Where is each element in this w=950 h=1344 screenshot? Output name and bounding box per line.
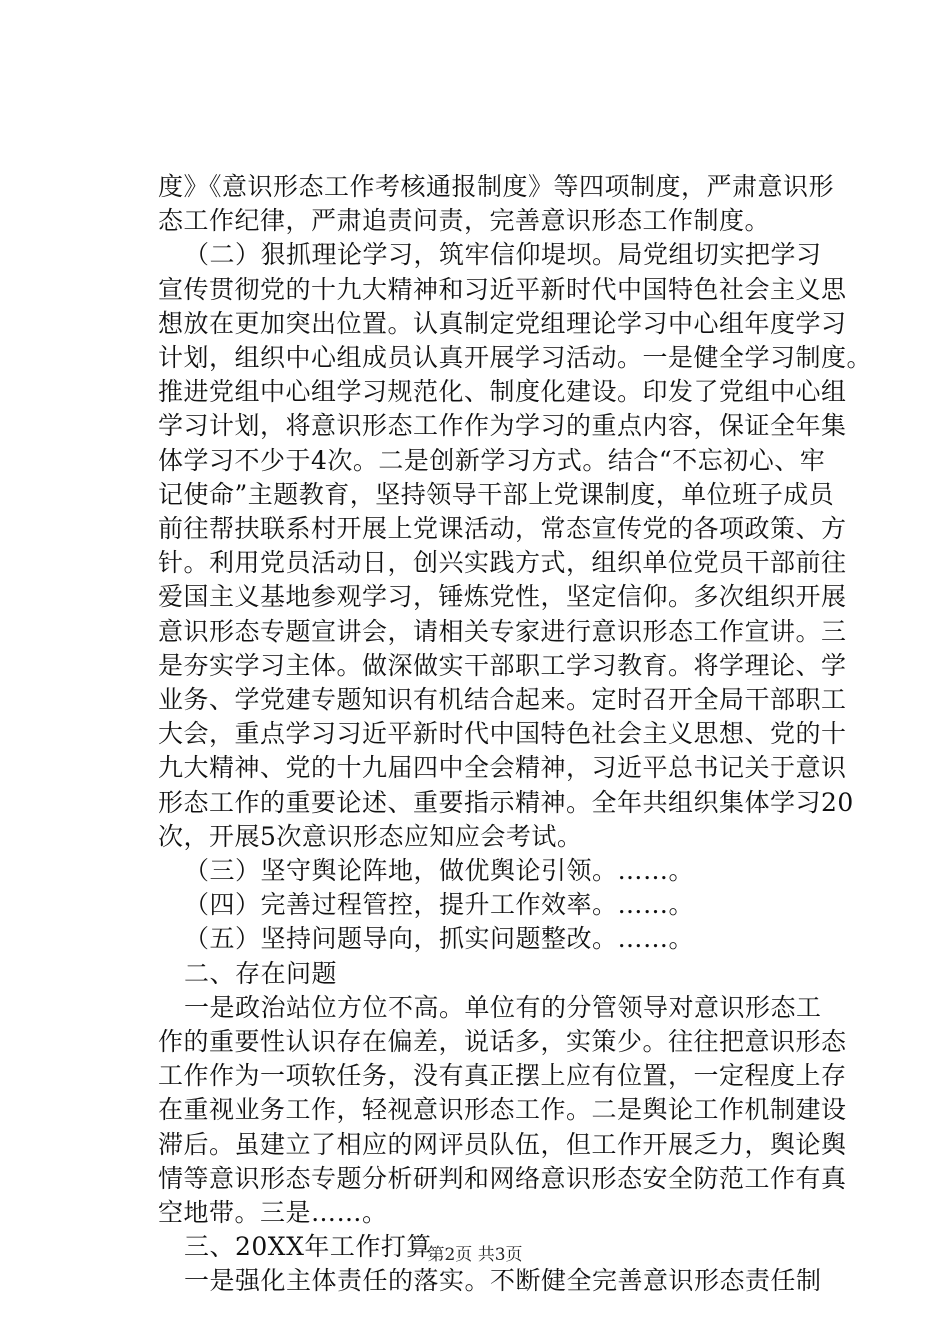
text-line: （二）狠抓理论学习，筑牢信仰堤坝。局党组切实把学习 (184, 240, 822, 270)
text-line: 空地带。三是……。 (158, 1198, 388, 1227)
text-line: 在重视业务工作，轻视意识形态工作。二是舆论工作机制建设 (158, 1095, 847, 1125)
text-line: 一是强化主体责任的落实。不断健全完善意识形态责任制 (184, 1266, 822, 1296)
text-line: 宣传贯彻党的十九大精神和习近平新时代中国特色社会主义思 (158, 274, 847, 304)
text-line: （四）完善过程管控，提升工作效率。……。 (184, 890, 695, 920)
text-line: （三）坚守舆论阵地，做优舆论引领。……。 (184, 856, 695, 885)
text-line: 前往帮扶联系村开展上党课活动，常态宣传党的各项政策、方 (158, 514, 847, 543)
text-line: 一是政治站位方位不高。单位有的分管领导对意识形态工 (184, 992, 822, 1022)
page-footer: 第2页 共3页 (427, 1245, 523, 1265)
text-line: 二、存在问题 (184, 958, 338, 988)
text-line: 爱国主义基地参观学习，锤炼党性，坚定信仰。多次组织开展 (158, 582, 847, 612)
text-line: 九大精神、党的十九届四中全会精神，习近平总书记关于意识 (158, 753, 847, 783)
text-line: 情等意识形态专题分析研判和网络意识形态安全防范工作有真 (158, 1163, 847, 1193)
text-line: 记使命”主题教育，坚持领导干部上党课制度，单位班子成员 (158, 479, 835, 509)
text-line: 针。利用党员活动日，创兴实践方式，组织单位党员干部前往 (158, 548, 847, 578)
text-line: 想放在更加突出位置。认真制定党组理论学习中心组年度学习 (158, 308, 847, 338)
text-line: 是夯实学习主体。做深做实干部职工学习教育。将学理论、学 (158, 650, 847, 680)
text-line: 形态工作的重要论述、重要指示精神。全年共组织集体学习20 (158, 787, 854, 817)
text-line: 滞后。虽建立了相应的网评员队伍，但工作开展乏力，舆论舆 (158, 1129, 847, 1159)
text-line: 作的重要性认识存在偏差，说话多，实策少。往往把意识形态 (158, 1027, 847, 1056)
text-line: 体学习不少于4次。二是创新学习方式。结合“不忘初心、牢 (158, 445, 826, 475)
text-line: 三、20XX年工作打算 (184, 1232, 432, 1262)
text-line: 态工作纪律，严肃追责问责，完善意识形态工作制度。 (158, 206, 771, 236)
text-line: 工作作为一项软任务，没有真正摆上应有位置，一定程度上存 (158, 1061, 847, 1091)
text-line: 业务、学党建专题知识有机结合起来。定时召开全局干部职工 (158, 685, 847, 714)
text-line: 大会，重点学习习近平新时代中国特色社会主义思想、党的十 (158, 719, 847, 749)
text-line: 计划，组织中心组成员认真开展学习活动。一是健全学习制度。 (158, 343, 873, 372)
text-line: 学习计划，将意识形态工作作为学习的重点内容，保证全年集 (158, 411, 847, 441)
text-line: 意识形态专题宣讲会，请相关专家进行意识形态工作宣讲。三 (158, 616, 847, 646)
text-line: 次，开展5次意识形态应知应会考试。 (158, 821, 583, 851)
text-line: 度》《意识形态工作考核通报制度》等四项制度，严肃意识形 (158, 172, 835, 201)
text-line: 推进党组中心组学习规范化、制度化建设。印发了党组中心组 (158, 377, 847, 407)
text-line: （五）坚持问题导向，抓实问题整改。……。 (184, 924, 695, 954)
